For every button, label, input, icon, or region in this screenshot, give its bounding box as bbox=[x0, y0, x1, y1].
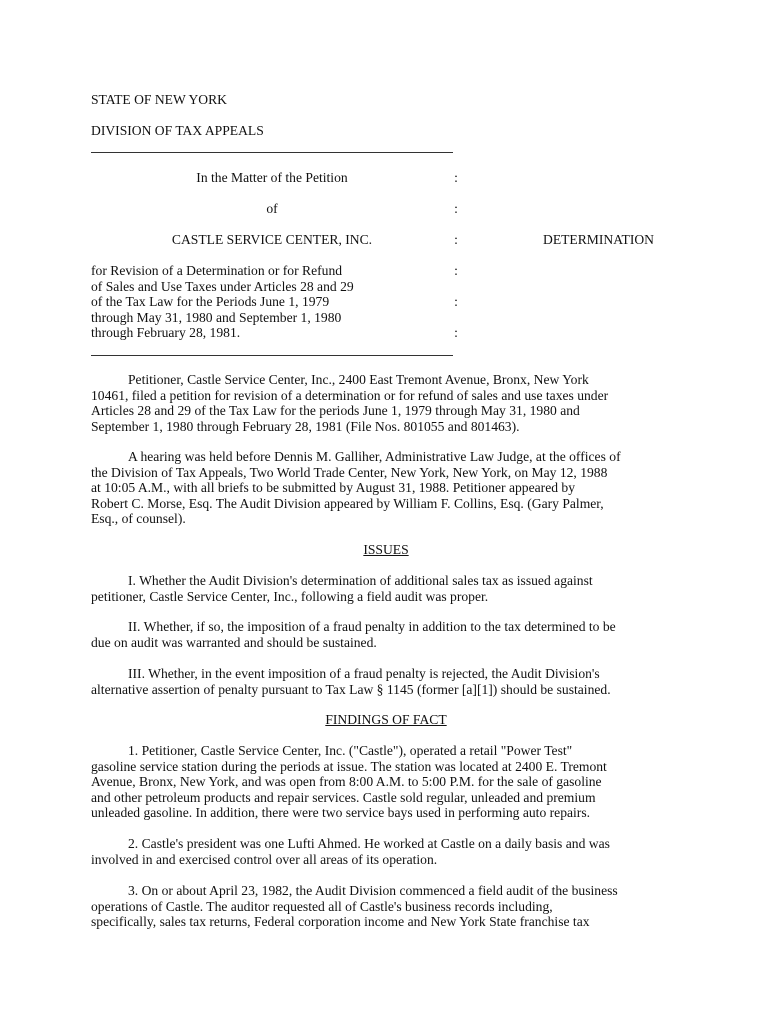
caption-purpose-line: of Sales and Use Taxes under Articles 28 and 29 bbox=[91, 278, 354, 294]
finding-3 bbox=[91, 883, 681, 930]
text-line: A hearing was held before Dennis M. Galliher, Administrative Law Judge, at the offices of bbox=[128, 449, 621, 464]
caption-colon: : bbox=[454, 294, 458, 309]
text-line: at 10:05 A.M., with all briefs to be submitted by August 31, 1988. Petitioner appeared by bbox=[91, 480, 576, 496]
issue-2 bbox=[91, 619, 681, 650]
text-line: I. Whether the Audit Division's determination of additional sales tax as issued against bbox=[128, 573, 593, 588]
text-line: due on audit was warranted and should be sustained. bbox=[91, 634, 377, 650]
text-line: the Division of Tax Appeals, Two World Trade Center, New York, New York, on May 12, 1988 bbox=[91, 464, 608, 480]
text-line: III. Whether, in the event imposition of a fraud penalty is rejected, the Audit Division's bbox=[128, 666, 600, 681]
caption-colon: : bbox=[454, 201, 458, 216]
text-line: Petitioner, Castle Service Center, Inc., 2400 East Tremont Avenue, Bronx, New York bbox=[128, 372, 589, 387]
caption-party: CASTLE SERVICE CENTER, INC. bbox=[171, 232, 373, 247]
finding-1 bbox=[91, 743, 681, 821]
text-line: 3. On or about April 23, 1982, the Audit Division commenced a field audit of the business bbox=[128, 883, 618, 898]
caption-purpose-line: for Revision of a Determination or for Refund bbox=[91, 263, 343, 278]
text-line: gasoline service station during the periods at issue. The station was located at 2400 E. Tremont bbox=[91, 758, 607, 774]
text-line: September 1, 1980 through February 28, 1981 (File Nos. 801055 and 801463). bbox=[91, 418, 520, 434]
text-line: Articles 28 and 29 of the Tax Law for the periods June 1, 1979 through May 31, 1980 and bbox=[91, 403, 580, 419]
text-line: alternative assertion of penalty pursuant to Tax Law § 1145 (former [a][1]) should be sustained. bbox=[91, 681, 611, 697]
document-type: DETERMINATION bbox=[543, 232, 654, 247]
finding-2 bbox=[91, 836, 681, 867]
text-line: operations of Castle. The auditor requested all of Castle's business records including, bbox=[91, 898, 553, 914]
state-heading: STATE OF NEW YORK bbox=[91, 92, 227, 107]
text-line: II. Whether, if so, the imposition of a fraud penalty in addition to the tax determined to be bbox=[128, 619, 616, 634]
text-line: 2. Castle's president was one Lufti Ahmed. He worked at Castle on a daily basis and was bbox=[128, 836, 610, 851]
text-line: Esq., of counsel). bbox=[91, 511, 186, 527]
text-line: 1. Petitioner, Castle Service Center, Inc. ("Castle"), operated a retail "Power Test" bbox=[128, 743, 573, 758]
caption-colon: : bbox=[454, 232, 458, 247]
issue-3 bbox=[91, 666, 681, 697]
issues-heading: ISSUES bbox=[363, 542, 409, 557]
caption-colon: : bbox=[454, 170, 458, 185]
caption-purpose-line: through February 28, 1981. bbox=[91, 325, 241, 340]
caption-purpose-line: of the Tax Law for the Periods June 1, 1979 bbox=[91, 294, 330, 309]
text-line: unleaded gasoline. In addition, there were two service bays used in performing auto repairs. bbox=[91, 805, 591, 821]
findings-heading: FINDINGS OF FACT bbox=[325, 712, 447, 727]
text-line: involved in and exercised control over all areas of its operation. bbox=[91, 851, 438, 867]
intro-paragraph-2 bbox=[91, 449, 681, 527]
caption-colon: : bbox=[454, 325, 458, 340]
text-line: Avenue, Bronx, New York, and was open from 8:00 A.M. to 5:00 P.M. for the sale of gasoline bbox=[91, 774, 602, 790]
text-line: petitioner, Castle Service Center, Inc., following a field audit was proper. bbox=[91, 588, 489, 604]
text-line: and other petroleum products and repair services. Castle sold regular, unleaded and premium bbox=[91, 789, 596, 805]
division-heading: DIVISION OF TAX APPEALS bbox=[91, 123, 264, 138]
intro-paragraph-1 bbox=[91, 372, 681, 434]
issue-1 bbox=[91, 573, 681, 604]
caption-top-rule bbox=[91, 152, 453, 153]
text-line: 10461, filed a petition for revision of a determination or for refund of sales and use taxes under bbox=[91, 387, 609, 403]
caption-matter: In the Matter of the Petition bbox=[196, 170, 348, 185]
caption-colon: : bbox=[454, 263, 458, 278]
text-line: Robert C. Morse, Esq. The Audit Division appeared by William F. Collins, Esq. (Gary Palmer, bbox=[91, 495, 604, 511]
caption-bottom-rule bbox=[91, 355, 453, 356]
caption-of: of bbox=[266, 201, 278, 216]
caption-purpose-line: through May 31, 1980 and September 1, 1980 bbox=[91, 309, 342, 325]
text-line: specifically, sales tax returns, Federal corporation income and New York State franchise tax bbox=[91, 914, 590, 930]
